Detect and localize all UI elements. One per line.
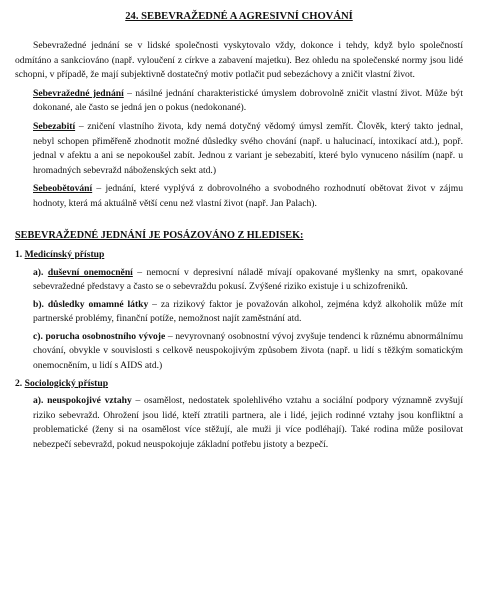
approach-heading: [15, 248, 463, 263]
approach-name: Sociologický přístup: [24, 377, 109, 389]
definition-item: [33, 120, 463, 178]
approach-name: Medicínský přístup: [24, 248, 105, 260]
definition-term: Sebevražedné jednání: [33, 87, 124, 99]
approach-number: 2.: [15, 377, 23, 389]
item-text: – za rizikový faktor je považován alkohol, zejména když alkoholik může mít partnerské problémy, finanční potíže, nemožnost najít zaměstnání atd.: [33, 298, 463, 325]
intro-paragraph: Sebevražedné jednání se v lidské společnosti vyskytovalo vždy, dokonce i tehdy, když bylo společností odmítáno a sankciováno (např. vyloučení z církve a zabavení majetku). Bez ohledu na společenské normy jsou lidé schopni, v případě, že mají subjektivně dostatečný motiv potlačit pud sebezáchovy a zničit vlastní život.: [15, 40, 463, 81]
item-label: [33, 299, 148, 310]
approach-number: 1.: [15, 248, 23, 260]
item-label: [33, 395, 132, 406]
item-text: – nemocní v depresivní náladě mívají opakované myšlenky na smrt, opakované sebevražedné představy a často se o sebevraždu pokusí. Zvýšené riziko existuje i u schizofreniků.: [33, 266, 463, 293]
definition-text: – zničení vlastního života, kdy nemá dotyčný vědomý úmysl zemřít. Člověk, který takto jednal, nebyl schopen přiměřeně zhodnotit možné důsledky svého chování (např. u halucinací, intoxikací atd.), popř. jednal v afektu a ani se nepokoušel zabít. Jednou z variant je sebezabití, které bylo vynuceno násilím (např. u hromadných sebevražd náboženských sekt atd.): [33, 120, 463, 176]
definition-term: Sebeobětování: [33, 183, 93, 195]
definition-text: – násilné jednání charakteristické úmyslem dobrovolně zničit vlastní život. Může být dokonané, ale často se jedná jen o pokus (nedokonané).: [33, 87, 463, 114]
definition-term: Sebezabití: [33, 120, 76, 132]
item-label-text: porucha osobnostního vývoje: [45, 330, 166, 342]
approach-item: [33, 394, 463, 452]
approach-heading: [15, 377, 463, 392]
item-letter: b).: [33, 298, 44, 310]
definitions-list: [15, 87, 463, 212]
item-label-text: duševní onemocnění: [47, 266, 133, 278]
definition-item: [33, 182, 463, 211]
item-label: [33, 267, 133, 278]
approach-medical: [15, 248, 463, 374]
approach-sociological: [15, 377, 463, 453]
item-label: [33, 331, 165, 342]
item-text: – osamělost, nedostatek spolehlivého vztahu a sociální podpory významně zvyšují riziko sebevražd. Ohrožení jsou lidé, kteří ztratili partnera, ale i lidé, jejich rodinné vztahy jsou konfliktní a problematické (ženy si na osamělost více stěžují, ale muži ji více podléhají). Také rodina může posilovat nebezpečí sebevražd, pokud neuspokojuje základní potřebu jistoty a bezpečí.: [33, 395, 464, 450]
document-title: 24. SEBEVRAŽEDNÉ A AGRESIVNÍ CHOVÁNÍ: [125, 11, 353, 22]
item-letter: c).: [33, 330, 43, 342]
item-label-text: důsledky omamné látky: [47, 298, 149, 310]
item-text: – nevyrovnaný osobnostní vývoj zvyšuje tendenci k různému abnormálnímu chování, obvykle v souvislosti s celkově neuspokojivým způsobem života (např. u lidí s těžkým somatickým onemocněním, u lidí s AIDS atd.): [33, 330, 463, 371]
section-heading: SEBEVRAŽEDNÉ JEDNÁNÍ JE POSÁZOVÁNO Z HLEDISEK:: [15, 230, 304, 242]
item-letter: a).: [33, 266, 44, 278]
item-letter: a).: [33, 395, 44, 407]
approach-item: [33, 330, 463, 374]
definition-text: – jednání, které vyplývá z dobrovolného a svobodného rozhodnutí obětovat život v zájmu hodnoty, která má aktuálně větší cenu než vlastní život (např. Jan Palach).: [33, 183, 463, 209]
definition-item: [33, 87, 463, 116]
approach-item: [33, 266, 463, 295]
item-label-text: neuspokojivé vztahy: [47, 395, 132, 407]
approach-item: [33, 298, 463, 327]
